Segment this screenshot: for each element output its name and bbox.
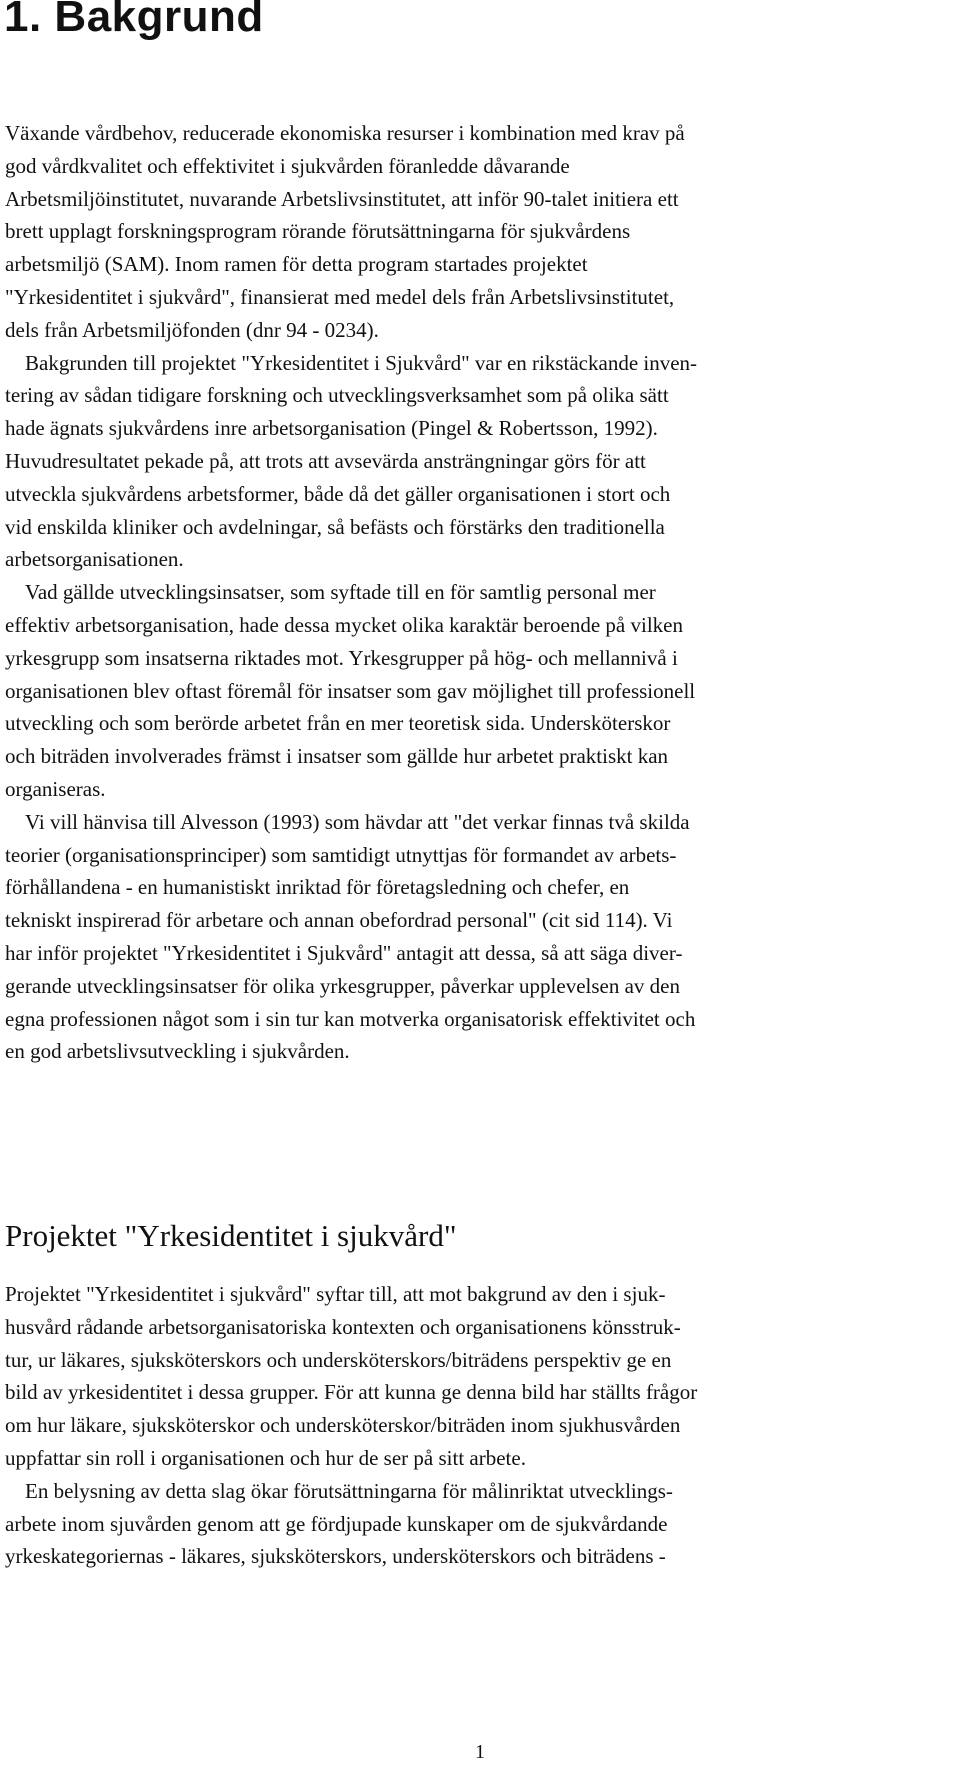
text-line: utveckling och som berörde arbetet från en mer teoretisk sida. Undersköterskor — [5, 711, 671, 736]
text-line: Vi vill hänvisa till Alvesson (1993) som hävdar att "det verkar finnas två skilda — [25, 809, 690, 834]
text-line: arbetsorganisationen. — [5, 547, 184, 572]
text-line: Bakgrunden till projektet "Yrkesidentitet i Sjukvård" var en rikstäckande inven- — [25, 350, 698, 375]
text-line: brett upplagt forskningsprogram rörande förutsättningarna för sjukvårdens — [5, 219, 631, 244]
text-line: organiseras. — [5, 776, 106, 801]
text-line: tur, ur läkares, sjuksköterskors och undersköterskors/biträdens perspektiv ge en — [5, 1347, 672, 1372]
subsection-heading: Projektet "Yrkesidentitet i sjukvård" — [5, 1218, 457, 1253]
text-line: yrkesgrupp som insatserna riktades mot. Yrkesgrupper på hög- och mellannivå i — [5, 645, 678, 670]
text-line: och biträden involverades främst i insatser som gällde hur arbetet praktiskt kan — [5, 744, 669, 769]
text-line: uppfattar sin roll i organisationen och hur de ser på sitt arbete. — [5, 1445, 526, 1470]
text-line: teorier (organisationsprinciper) som samtidigt utnyttjas för formandet av arbets- — [5, 842, 677, 867]
section-heading: 1. Bakgrund — [4, 0, 264, 41]
text-line: effektiv arbetsorganisation, hade dessa mycket olika karaktär beroende på vilken — [5, 612, 683, 637]
text-line: hade ägnats sjukvårdens inre arbetsorganisation (Pingel & Robertsson, 1992). — [5, 416, 658, 441]
text-line: dels från Arbetsmiljöfonden (dnr 94 - 0234). — [5, 317, 379, 342]
text-line: god vårdkvalitet och effektivitet i sjukvården föranledde dåvarande — [5, 153, 570, 178]
text-line: Vad gällde utvecklingsinsatser, som syftade till en för samtlig personal mer — [25, 580, 656, 605]
text-line: har inför projektet "Yrkesidentitet i Sjukvård" antagit att dessa, så att säga diver- — [5, 940, 683, 965]
text-line: tekniskt inspirerad för arbetare och annan obefordrad personal" (cit sid 114). Vi — [5, 908, 673, 933]
text-line: vid enskilda kliniker och avdelningar, så befästs och förstärks den traditionella — [5, 514, 665, 539]
page-number: 1 — [475, 1741, 485, 1763]
text-line: Växande vårdbehov, reducerade ekonomiska resurser i kombination med krav på — [5, 121, 685, 145]
text-line: arbete inom sjuvården genom att ge fördjupade kunskaper om de sjukvårdande — [5, 1511, 668, 1536]
text-line: Arbetsmiljöinstitutet, nuvarande Arbetslivsinstitutet, att inför 90-talet initiera ett — [5, 186, 679, 211]
text-line: bild av yrkesidentitet i dessa grupper. För att kunna ge denna bild har ställts frågor — [5, 1380, 698, 1405]
text-line: Projektet "Yrkesidentitet i sjukvård" syftar till, att mot bakgrund av den i sjuk- — [5, 1282, 666, 1306]
text-line: arbetsmiljö (SAM). Inom ramen för detta program startades projektet — [5, 252, 588, 277]
text-line: En belysning av detta slag ökar förutsättningarna för målinriktat utvecklings- — [25, 1478, 673, 1503]
text-line: egna professionen något som i sin tur kan motverka organisatorisk effektivitet och — [5, 1006, 696, 1031]
text-line: tering av sådan tidigare forskning och utvecklingsverksamhet som på olika sätt — [5, 383, 669, 408]
text-line: husvård rådande arbetsorganisatoriska kontexten och organisationens könsstruk- — [5, 1314, 681, 1339]
text-line: gerande utvecklingsinsatser för olika yrkesgrupper, påverkar upplevelsen av den — [5, 973, 680, 998]
text-line: om hur läkare, sjuksköterskor och undersköterskor/biträden inom sjukhusvården — [5, 1413, 681, 1438]
text-line: organisationen blev oftast föremål för insatser som gav möjlighet till professionell — [5, 678, 696, 703]
text-line: förhållandena - en humanistiskt inriktad för företagsledning och chefer, en — [5, 875, 630, 900]
text-line: "Yrkesidentitet i sjukvård", finansierat med medel dels från Arbetslivsinstitutet, — [5, 284, 675, 309]
section-1-body — [5, 117, 960, 1068]
section-2-body — [5, 1278, 960, 1573]
text-line: en god arbetslivsutveckling i sjukvården. — [5, 1039, 350, 1064]
text-line: Huvudresultatet pekade på, att trots att avsevärda ansträngningar görs för att — [5, 448, 646, 473]
text-line: yrkeskategoriernas - läkares, sjuksköterskors, undersköterskors och biträdens - — [5, 1544, 666, 1569]
text-line: utveckla sjukvårdens arbetsformer, både då det gäller organisationen i stort och — [5, 481, 671, 506]
